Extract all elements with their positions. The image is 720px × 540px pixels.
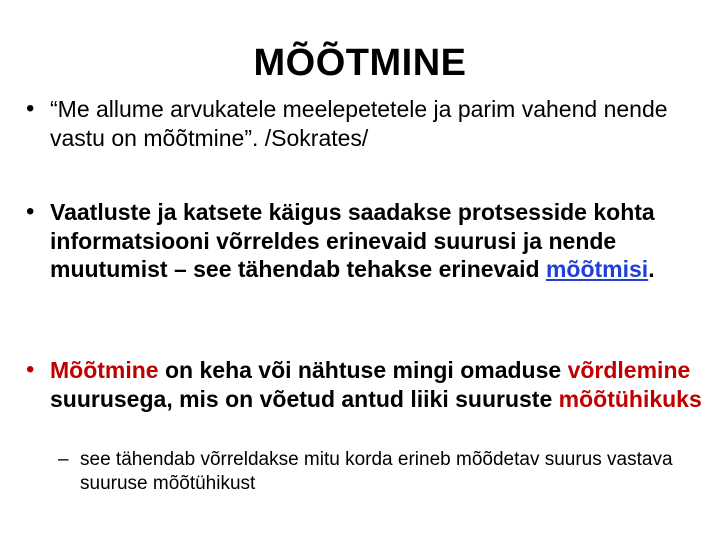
bullet-definition-text [50, 356, 706, 413]
observations-text-end: . [648, 256, 655, 282]
sub-bullet-marker: – [58, 449, 69, 470]
term-measurement: Mõõtmine [50, 357, 159, 383]
definition-text-part: suurusega, mis on võetud antud liiki suuruste [50, 385, 559, 412]
term-unit: mõõtühikuks [558, 385, 702, 412]
observations-text-part: Vaatluste ja katsete käigus saadakse protsesside kohta informatsiooni võrreldes erinevaid suurusi ja nende muutumist – see tähendab tehakse erinevaid [50, 199, 655, 282]
bullet-definition [26, 356, 706, 413]
measurements-link[interactable]: mõõtmisi [545, 256, 649, 282]
sub-bullet [58, 448, 698, 496]
bullet-quote [26, 95, 706, 152]
term-comparison: võrdlemine [567, 357, 691, 383]
bullet-marker: • [26, 95, 35, 122]
bullet-marker: • [26, 198, 35, 225]
slide-title: MÕÕTMINE [253, 42, 467, 84]
sub-bullet-text: see tähendab võrreldakse mitu korda erineb mõõdetav suurus vastava suuruse mõõtühikust [80, 449, 673, 494]
bullet-marker: • [26, 356, 35, 383]
definition-text-part: on keha või nähtuse mingi omaduse [158, 357, 568, 383]
bullet-quote-text: “Me allume arvukatele meelepetetele ja parim vahend nende vastu on mõõtmine”. /Sokrates/ [50, 96, 668, 151]
bullet-observations [26, 198, 706, 284]
bullet-observations-text [50, 198, 706, 284]
